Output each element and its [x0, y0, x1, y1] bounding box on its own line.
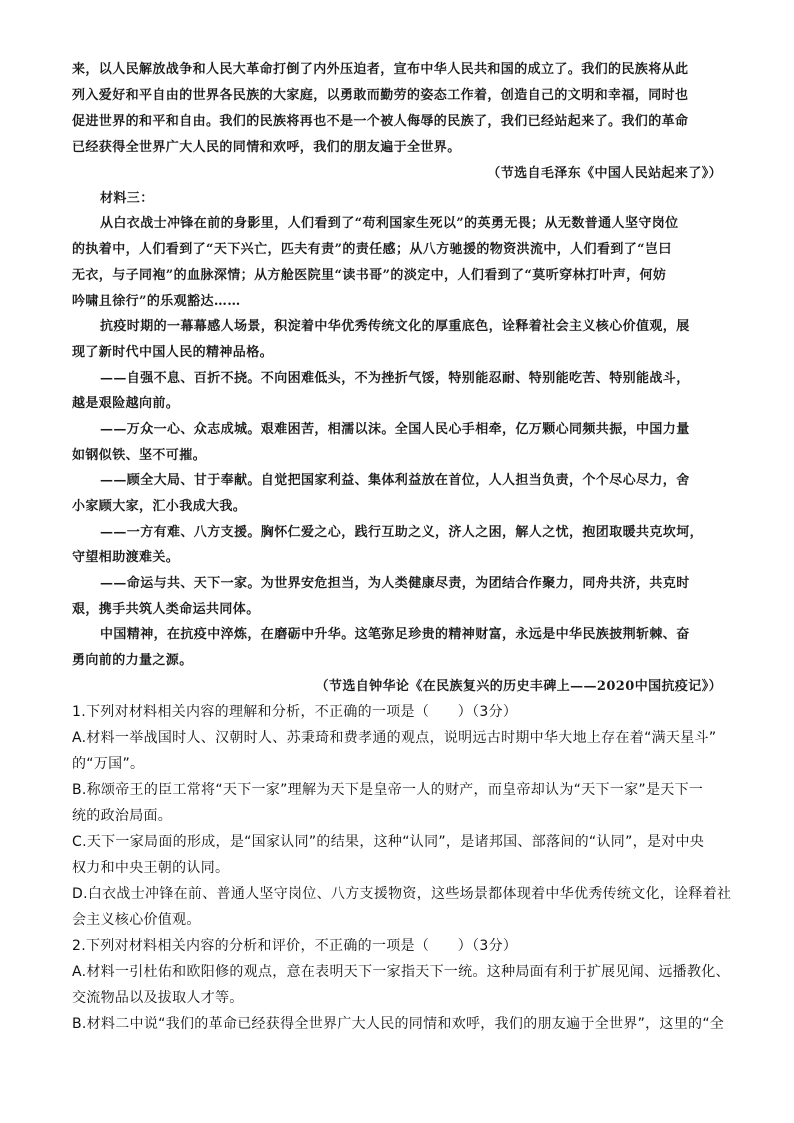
passage-line: ——自强不息、百折不挠。不向困难低头，不为挫折气馁，特别能忍耐、特别能吃苦、特别能战斗， — [100, 371, 690, 386]
passage-line: 已经获得全世界广大人民的同情和欢呼，我们的朋友遍于全世界。 — [72, 140, 461, 155]
passage-line: 小家顾大家，汇小我成大我。 — [72, 499, 247, 514]
passage-line: 越是艰险越向前。 — [72, 396, 180, 411]
passage-line: ——顾全大局、甘于奉献。自觉把国家利益、集体利益放在首位，人人担当负责，个个尽心尽力，舍 — [100, 473, 690, 488]
passage-line: ——一方有难、八方支援。胸怀仁爱之心，践行互助之义，济人之困，解人之忧，抱团取暖共克坎坷， — [100, 525, 704, 540]
question-stem: 2.下列对材料相关内容的分析和评价，不正确的一项是（ ）（3分） — [72, 938, 518, 954]
passage-line: ——命运与共、天下一家。为世界安危担当，为人类健康尽责，为团结合作聚力，同舟共济，共克时 — [100, 576, 690, 591]
passage-line: 来，以人民解放战争和人民大革命打倒了内外压迫者，宣布中华人民共和国的成立了。我们的民族将从此 — [72, 62, 689, 77]
question-option: 会主义核心价值观。 — [72, 912, 201, 928]
question-option: 交流物品以及拔取人才等。 — [72, 990, 244, 1006]
source-citation: （节选自毛泽东《中国人民站起来了》） — [487, 166, 722, 181]
passage-line: 促进世界的和平和自由。我们的民族将再也不是一个被人侮辱的民族了，我们已经站起来了。我们的革命 — [72, 114, 689, 129]
passage-line: 的执着中，人们看到了“天下兴亡，匹夫有责”的责任感；从八方驰援的物资洪流中，人们看到了“岂曰 — [72, 242, 672, 257]
question-option: B.材料二中说“我们的革命已经获得全世界广大人民的同情和欢呼，我们的朋友遍于全世界”，这里的“全 — [72, 1016, 725, 1032]
passage-line: 现了新时代中国人民的精神品格。 — [72, 345, 274, 360]
passage-line: 守望相助渡难关。 — [72, 550, 180, 565]
question-option: C.天下一家局面的形成，是“国家认同”的结果，这种“认同”，是诸邦国、部落间的“认同”，是对中央 — [72, 834, 705, 850]
question-option: D.白衣战士冲锋在前、普通人坚守岗位、八方支援物资，这些场景都体现着中华优秀传统文化，诠释着社 — [72, 886, 732, 902]
section-heading: 材料三： — [100, 191, 154, 206]
passage-line: ——万众一心、众志成城。艰难困苦，相濡以沫。全国人民心手相牵，亿万颗心同频共振，中国力量 — [100, 422, 690, 437]
source-citation: （节选自钟华论《在民族复兴的历史丰碑上——2020中国抗疫记》） — [315, 679, 722, 694]
passage-line: 勇向前的力量之源。 — [72, 653, 193, 668]
question-option: A.材料一举战国时人、汉朝时人、苏秉琦和费孝通的观点，说明远古时期中华大地上存在着“满天星斗” — [72, 730, 717, 746]
question-option: B.称颂帝王的臣工常将“天下一家”理解为天下是皇帝一人的财产，而皇帝却认为“天下一家”是天下一 — [72, 782, 704, 798]
passage-line: 从白衣战士冲锋在前的身影里，人们看到了“苟利国家生死以”的英勇无畏；从无数普通人坚守岗位 — [100, 216, 679, 231]
passage-line: 抗疫时期的一幕幕感人场景，积淀着中华优秀传统文化的厚重底色，诠释着社会主义核心价值观，展 — [100, 319, 690, 334]
question-option: 统的政治局面。 — [72, 808, 173, 824]
passage-line: 艰，携手共筑人类命运共同体。 — [72, 602, 260, 617]
question-stem: 1.下列对材料相关内容的理解和分析，不正确的一项是（ ）（3分） — [72, 704, 518, 720]
passage-line: 如钢似铁、坚不可摧。 — [72, 448, 207, 463]
passage-line: 列入爱好和平自由的世界各民族的大家庭，以勇敢而勤劳的姿态工作着，创造自己的文明和幸福，同时也 — [72, 88, 689, 103]
question-option: A.材料一引杜佑和欧阳修的观点，意在表明天下一家指天下一统。这种局面有利于扩展见闻、远播教化、 — [72, 964, 730, 980]
passage-line: 中国精神，在抗疫中淬炼，在磨砺中升华。这笔弥足珍贵的精神财富，永远是中华民族披荆斩棘、奋 — [100, 627, 690, 642]
question-option: 权力和中央王朝的认同。 — [72, 860, 230, 876]
passage-line: 吟啸且徐行”的乐观豁达…… — [72, 294, 241, 309]
passage-line: 无衣，与子同袍”的血脉深情；从方舱医院里“读书哥”的淡定中，人们看到了“莫听穿林打叶声，何妨 — [72, 268, 667, 283]
question-option: 的“万国”。 — [72, 756, 145, 772]
